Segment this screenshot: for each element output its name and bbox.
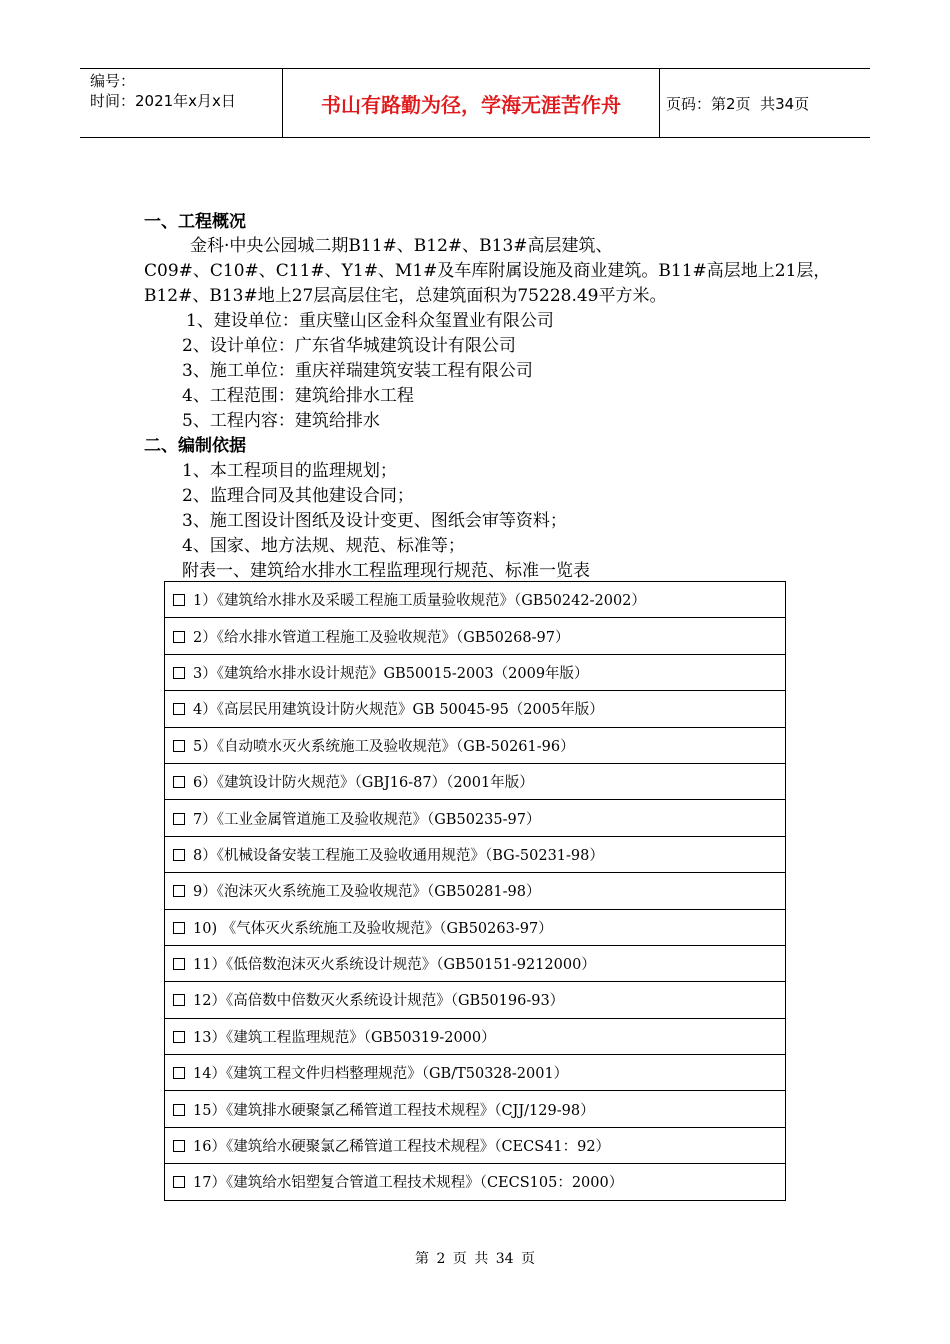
- overview-line-3: B12#、B13#地上27层高层住宅，总建筑面积为75228.49平方米。: [144, 286, 667, 306]
- standard-text: 10) 《气体灭火系统施工及验收规范》（GB50263-97）: [193, 920, 553, 937]
- standard-cell: [165, 763, 786, 799]
- checkbox-icon[interactable]: [173, 594, 185, 606]
- table-row: [165, 1164, 786, 1200]
- section2-title: 二、编制依据: [144, 436, 246, 456]
- standard-cell: [165, 1164, 786, 1200]
- number-label: 编号：: [90, 72, 136, 90]
- standard-cell: [165, 1091, 786, 1127]
- table-caption: 附表一、建筑给水排水工程监理现行规范、标准一览表: [182, 561, 590, 581]
- checkbox-icon[interactable]: [173, 1140, 185, 1152]
- standard-cell: [165, 691, 786, 727]
- checkbox-icon[interactable]: [173, 922, 185, 934]
- checkbox-icon[interactable]: [173, 849, 185, 861]
- page-header: [80, 68, 870, 138]
- checkbox-icon[interactable]: [173, 1031, 185, 1043]
- standard-cell: [165, 1018, 786, 1054]
- standard-text: 8）《机械设备安装工程施工及验收通用规范》（BG-50231-98）: [193, 847, 604, 864]
- table-row: [165, 1055, 786, 1091]
- table-row: [165, 982, 786, 1018]
- overview-item-3: 3、施工单位：重庆祥瑞建筑安装工程有限公司: [182, 361, 533, 381]
- standard-text: 3）《建筑给水排水设计规范》GB50015-2003（2009年版）: [193, 665, 589, 682]
- overview-item-4: 4、工程范围：建筑给排水工程: [182, 386, 414, 406]
- basis-item-4: 4、国家、地方法规、规范、标准等；: [182, 536, 465, 556]
- standard-cell: [165, 982, 786, 1018]
- overview-line-2: C09#、C10#、C11#、Y1#、M1#及车库附属设施及商业建筑。B11#高层地上21层，: [144, 261, 831, 281]
- standard-cell: [165, 909, 786, 945]
- header-page-info: [660, 69, 870, 137]
- table-row: [165, 1018, 786, 1054]
- table-row: [165, 873, 786, 909]
- table-row: [165, 836, 786, 872]
- checkbox-icon[interactable]: [173, 1104, 185, 1116]
- checkbox-icon[interactable]: [173, 994, 185, 1006]
- basis-item-2: 2、监理合同及其他建设合同；: [182, 486, 414, 506]
- table-row: [165, 582, 786, 618]
- standard-text: 9）《泡沫灭火系统施工及验收规范》（GB50281-98）: [193, 884, 541, 901]
- table-row: [165, 763, 786, 799]
- checkbox-icon[interactable]: [173, 1176, 185, 1188]
- standard-text: 15）《建筑排水硬聚氯乙稀管道工程技术规程》（CJJ/129-98）: [193, 1102, 595, 1119]
- checkbox-icon[interactable]: [173, 703, 185, 715]
- page-footer: 第 2 页 共 34 页: [415, 1251, 535, 1267]
- section1-title: 一、工程概况: [144, 212, 246, 232]
- table-row: [165, 945, 786, 981]
- standard-text: 12）《高倍数中倍数灭火系统设计规范》（GB50196-93）: [193, 993, 565, 1010]
- checkbox-icon[interactable]: [173, 1067, 185, 1079]
- checkbox-icon[interactable]: [173, 813, 185, 825]
- table-row: [165, 800, 786, 836]
- overview-item-2: 2、设计单位：广东省华城建筑设计有限公司: [182, 336, 516, 356]
- standard-cell: [165, 727, 786, 763]
- table-row: [165, 727, 786, 763]
- overview-line-1: 金科·中央公园城二期B11#、B12#、B13#高层建筑、: [190, 236, 613, 256]
- standard-cell: [165, 873, 786, 909]
- checkbox-icon[interactable]: [173, 667, 185, 679]
- checkbox-icon[interactable]: [173, 885, 185, 897]
- standard-text: 11）《低倍数泡沫灭火系统设计规范》（GB50151-9212000）: [193, 957, 596, 974]
- standard-text: 2）《给水排水管道工程施工及验收规范》（GB50268-97）: [193, 629, 570, 646]
- header-meta: [80, 69, 282, 137]
- standard-cell: [165, 836, 786, 872]
- standard-text: 7）《工业金属管道施工及验收规范》（GB50235-97）: [193, 811, 541, 828]
- standard-cell: [165, 654, 786, 690]
- basis-item-1: 1、本工程项目的监理规划；: [182, 461, 397, 481]
- table-row: [165, 691, 786, 727]
- checkbox-icon[interactable]: [173, 776, 185, 788]
- standard-cell: [165, 618, 786, 654]
- time-label: 时间：2021年x月x日: [90, 92, 236, 110]
- standard-text: 6）《建筑设计防火规范》（GBJ16-87）（2001年版）: [193, 775, 534, 792]
- page-label: 页码：第2页 共34页: [666, 94, 810, 113]
- table-row: [165, 1091, 786, 1127]
- header-motto: 书山有路勤为径，学海无涯苦作舟: [282, 69, 660, 137]
- overview-item-5: 5、工程内容：建筑给排水: [182, 411, 380, 431]
- overview-item-1: 1、建设单位：重庆璧山区金科众玺置业有限公司: [186, 311, 554, 331]
- standard-cell: [165, 1127, 786, 1163]
- table-row: [165, 618, 786, 654]
- table-row: [165, 909, 786, 945]
- standard-cell: [165, 1055, 786, 1091]
- standard-text: 14）《建筑工程文件归档整理规范》（GB/T50328-2001）: [193, 1066, 569, 1083]
- standard-text: 4）《高层民用建筑设计防火规范》GB 50045-95（2005年版）: [193, 702, 604, 719]
- checkbox-icon[interactable]: [173, 740, 185, 752]
- basis-item-3: 3、施工图设计图纸及设计变更、图纸会审等资料；: [182, 511, 567, 531]
- checkbox-icon[interactable]: [173, 631, 185, 643]
- standard-cell: [165, 945, 786, 981]
- standard-text: 17）《建筑给水铝塑复合管道工程技术规程》（CECS105：2000）: [193, 1175, 624, 1192]
- table-row: [165, 654, 786, 690]
- standard-text: 1）《建筑给水排水及采暖工程施工质量验收规范》（GB50242-2002）: [193, 593, 646, 610]
- checkbox-icon[interactable]: [173, 958, 185, 970]
- standards-table: [164, 581, 786, 1201]
- standard-text: 5）《自动喷水灭火系统施工及验收规范》（GB-50261-96）: [193, 738, 575, 755]
- table-row: [165, 1127, 786, 1163]
- standard-cell: [165, 800, 786, 836]
- standard-text: 13）《建筑工程监理规范》（GB50319-2000）: [193, 1029, 496, 1046]
- standard-cell: [165, 582, 786, 618]
- standard-text: 16）《建筑给水硬聚氯乙稀管道工程技术规程》（CECS41：92）: [193, 1139, 611, 1156]
